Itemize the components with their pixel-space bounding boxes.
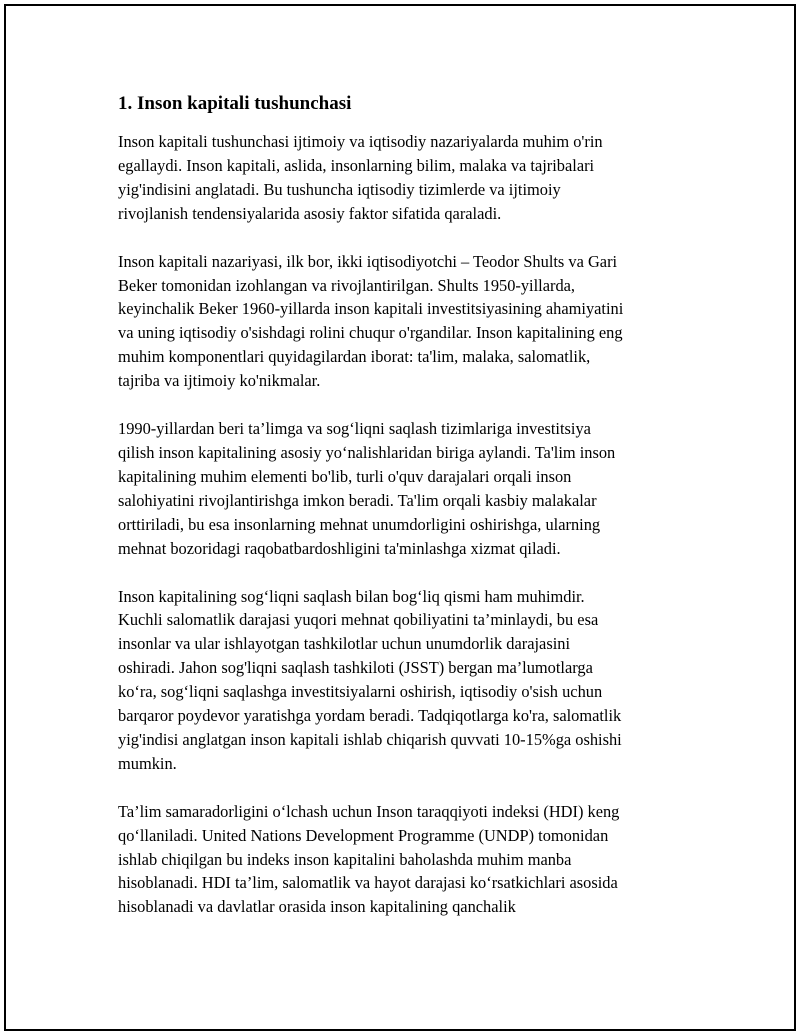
paragraph-line: salohiyatini rivojlantirishga imkon beradi. Ta'lim orqali kasbiy malakalar: [118, 490, 597, 510]
paragraph-line: qilish inson kapitalining asosiy yo‘nalishlaridan biriga aylandi. Ta'lim inson: [118, 442, 616, 462]
paragraph-line: Beker tomonidan izohlangan va rivojlantirilgan. Shults 1950-yillarda,: [118, 275, 576, 295]
paragraph-line: orttiriladi, bu esa insonlarning mehnat unumdorligini oshirishga, ularning: [118, 514, 601, 534]
paragraph-line: keyinchalik Beker 1960-yillarda inson kapitali investitsiyasining ahamiyatini: [118, 299, 624, 319]
paragraph-line: Ta’lim samaradorligini o‘lchash uchun Inson taraqqiyoti indeksi (HDI) keng: [118, 801, 620, 821]
paragraph-line: ishlab chiqilgan bu indeks inson kapitalini baholashda muhim manba: [118, 849, 572, 869]
paragraph-2: [118, 250, 694, 393]
paragraph-1: [118, 130, 694, 226]
paragraph-line: rivojlanish tendensiyalarida asosiy faktor sifatida qaraladi.: [118, 203, 502, 223]
paragraph-line: mehnat bozoridagi raqobatbardoshligini ta'minlashga xizmat qiladi.: [118, 538, 561, 558]
paragraph-line: 1990-yillardan beri ta’limga va sog‘liqni saqlash tizimlariga investitsiya: [118, 419, 591, 439]
paragraph-line: va uning iqtisodiy o'sishdagi rolini chuqur o'rgandilar. Inson kapitalining eng: [118, 323, 623, 343]
section-heading: 1. Inson kapitali tushunchasi: [118, 93, 352, 114]
paragraph-line: tajriba va ijtimoiy ko'nikmalar.: [118, 371, 321, 391]
paragraph-line: hisoblanadi va davlatlar orasida inson kapitalining qanchalik: [118, 897, 516, 917]
paragraph-line: Inson kapitalining sog‘liqni saqlash bilan bog‘liq qismi ham muhimdir.: [118, 586, 585, 606]
paragraph-4: [118, 585, 694, 776]
paragraph-line: insonlar va ular ishlayotgan tashkilotlar uchun unumdorlik darajasini: [118, 634, 571, 654]
paragraph-line: Kuchli salomatlik darajasi yuqori mehnat qobiliyatini ta’minlaydi, bu esa: [118, 610, 599, 630]
paragraph-line: yig'indisini anglatadi. Bu tushuncha iqtisodiy tizimlerde va ijtimoiy: [118, 179, 561, 199]
paragraph-line: egallaydi. Inson kapitali, aslida, insonlarning bilim, malaka va tajribalari: [118, 155, 595, 175]
paragraph-line: ko‘ra, sog‘liqni saqlashga investitsiyalarni oshirish, iqtisodiy o'sish uchun: [118, 682, 603, 702]
paragraph-line: qo‘llaniladi. United Nations Development Programme (UNDP) tomonidan: [118, 825, 609, 845]
paragraph-line: yig'indisi anglatgan inson kapitali ishlab chiqarish quvvati 10-15%ga oshishi: [118, 729, 622, 749]
paragraph-line: mumkin.: [118, 753, 177, 773]
paragraph-line: kapitalining muhim elementi bo'lib, turli o'quv darajalari orqali inson: [118, 466, 572, 486]
paragraph-line: barqaror poydevor yaratishga yordam beradi. Tadqiqotlarga ko'ra, salomatlik: [118, 706, 622, 726]
paragraph-5: [118, 800, 694, 920]
paragraph-line: muhim komponentlari quyidagilardan iborat: ta'lim, malaka, salomatlik,: [118, 347, 591, 367]
document-body: [114, 92, 694, 943]
paragraph-line: hisoblanadi. HDI ta’lim, salomatlik va hayot darajasi ko‘rsatkichlari asosida: [118, 873, 618, 893]
paragraph-line: oshiradi. Jahon sog'liqni saqlash tashkiloti (JSST) bergan ma’lumotlarga: [118, 658, 593, 678]
paragraph-line: Inson kapitali tushunchasi ijtimoiy va iqtisodiy nazariyalarda muhim o'rin: [118, 132, 603, 151]
paragraph-line: Inson kapitali nazariyasi, ilk bor, ikki iqtisodiyotchi – Teodor Shults va Gari: [118, 251, 618, 271]
paragraph-3: [118, 417, 694, 560]
